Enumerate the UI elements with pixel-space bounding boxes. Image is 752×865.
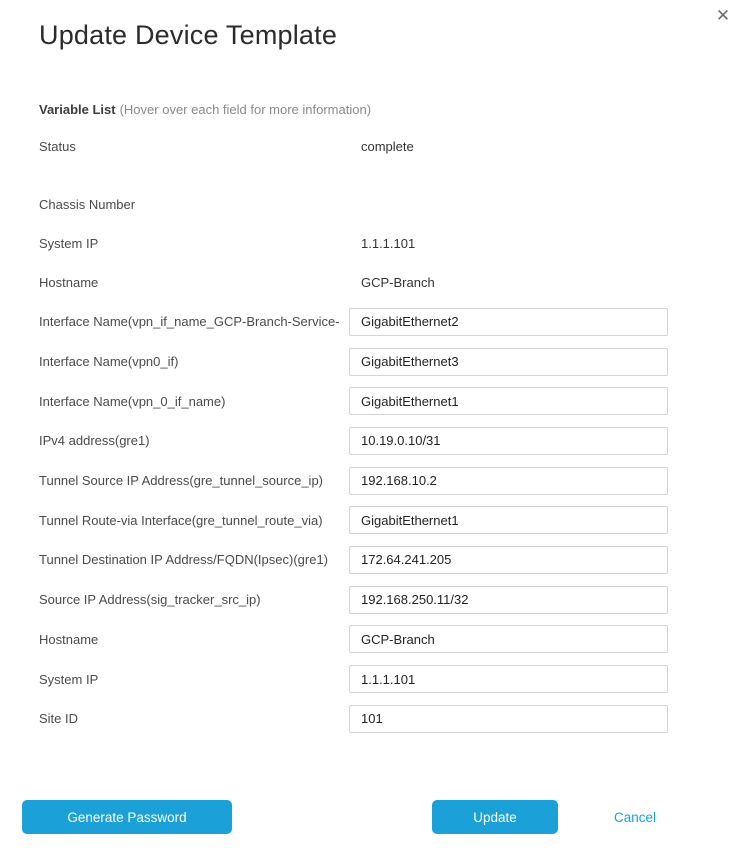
tunnel-route-via-label: Tunnel Route-via Interface(gre_tunnel_route_via) — [39, 512, 323, 528]
source-ip-tracker-label: Source IP Address(sig_tracker_src_ip) — [39, 592, 261, 608]
page-title: Update Device Template — [39, 20, 338, 50]
interface-name-vpn0-if-input[interactable] — [349, 348, 668, 376]
interface-name-vpn-0-if-name-label: Interface Name(vpn_0_if_name) — [39, 393, 226, 409]
close-icon[interactable]: ✕ — [715, 5, 731, 25]
tunnel-source-ip-input[interactable] — [349, 467, 668, 495]
site-id-input[interactable] — [349, 705, 668, 733]
generate-password-button[interactable]: Generate Password — [22, 800, 232, 834]
status-label: Status — [39, 139, 76, 154]
row-tunnel-route-via — [39, 500, 669, 540]
row-tunnel-source-ip — [39, 461, 669, 501]
tunnel-destination-ip-input[interactable] — [349, 546, 668, 574]
dialog-footer — [0, 800, 752, 834]
system-ip-label: System IP — [39, 236, 99, 251]
row-system-ip-readonly — [39, 224, 669, 263]
system-ip-input[interactable] — [349, 665, 668, 693]
row-chassis-number — [39, 185, 669, 224]
system-ip-input-label: System IP — [39, 671, 99, 687]
update-button[interactable]: Update — [432, 800, 558, 834]
row-interface-name-vpn-0-if-name — [39, 381, 669, 421]
row-system-ip-input — [39, 659, 669, 699]
hostname-value: GCP-Branch — [361, 275, 435, 290]
hostname-label: Hostname — [39, 275, 99, 290]
row-hostname-input — [39, 620, 669, 660]
system-ip-value: 1.1.1.101 — [361, 236, 416, 251]
tunnel-route-via-input[interactable] — [349, 506, 668, 534]
interface-name-vpn0-if-label: Interface Name(vpn0_if) — [39, 354, 179, 370]
variable-list-header — [39, 102, 371, 117]
ipv4-address-gre1-label: IPv4 address(gre1) — [39, 433, 150, 449]
source-ip-tracker-input[interactable] — [349, 586, 668, 614]
chassis-number-label: Chassis Number — [39, 197, 136, 212]
interface-name-service-vpn-label: Interface Name(vpn_if_name_GCP-Branch-Service- — [39, 314, 340, 330]
variable-rows — [39, 127, 669, 739]
row-ipv4-address-gre1 — [39, 421, 669, 461]
interface-name-vpn-0-if-name-input[interactable] — [349, 387, 668, 415]
site-id-label: Site ID — [39, 711, 79, 727]
hostname-input[interactable] — [349, 625, 668, 653]
row-tunnel-destination-ip — [39, 540, 669, 580]
row-interface-name-service-vpn — [39, 302, 669, 342]
cancel-link[interactable]: Cancel — [614, 809, 657, 825]
row-hostname-readonly — [39, 263, 669, 302]
status-value: complete — [361, 139, 414, 154]
variable-list-heading: Variable List — [39, 102, 116, 117]
row-source-ip-tracker — [39, 580, 669, 620]
hostname-input-label: Hostname — [39, 631, 99, 647]
tunnel-source-ip-label: Tunnel Source IP Address(gre_tunnel_source_ip) — [39, 473, 324, 489]
row-status — [39, 127, 669, 166]
tunnel-destination-ip-label: Tunnel Destination IP Address/FQDN(Ipsec)(gre1) — [39, 552, 329, 568]
row-site-id-input — [39, 699, 669, 739]
row-interface-name-vpn0-if — [39, 342, 669, 382]
ipv4-address-gre1-input[interactable] — [349, 427, 668, 455]
variable-list-hint: (Hover over each field for more information) — [119, 102, 372, 117]
interface-name-service-vpn-input[interactable] — [349, 308, 668, 336]
